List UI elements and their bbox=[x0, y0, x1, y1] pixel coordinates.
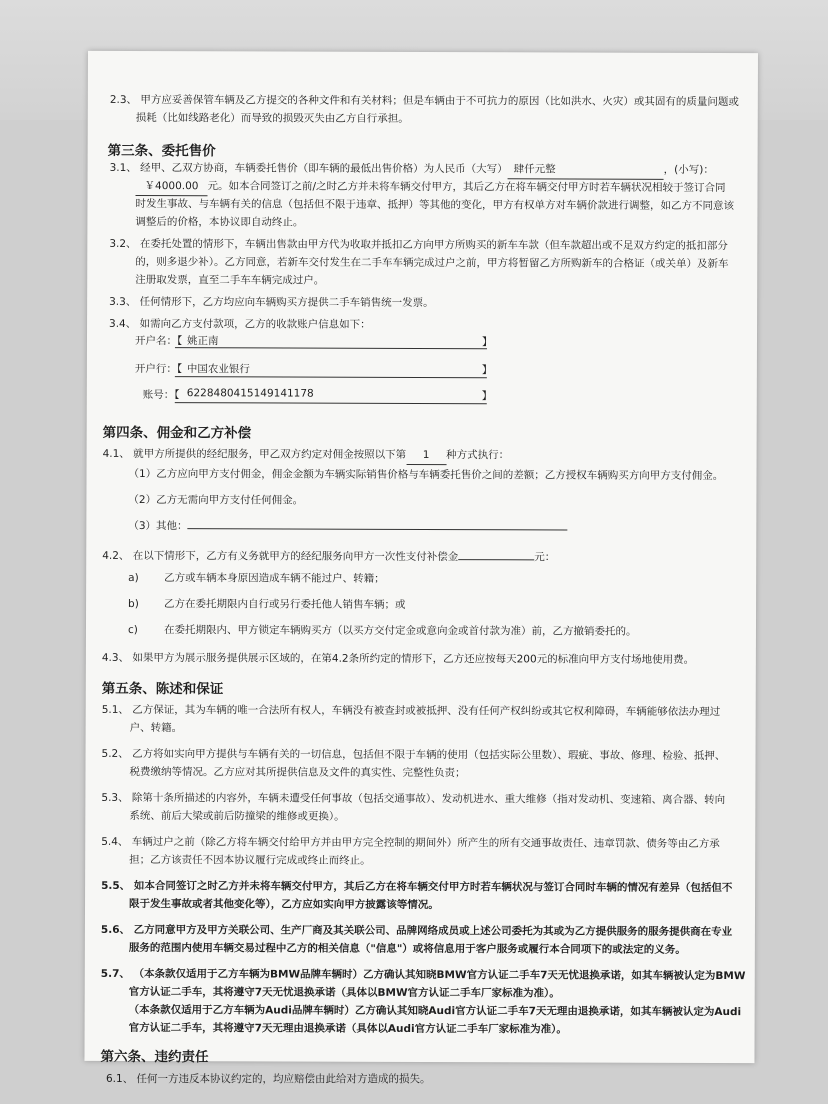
commission-option-field: 1 bbox=[406, 446, 446, 465]
account-number-label: 账号：【 bbox=[142, 389, 180, 402]
clause-3-1-line4: 调整后的价格，本协议即自动终止。 bbox=[135, 215, 304, 229]
clause-5-5-line1: 5.5、 如本合同签订之时乙方并未将车辆交付甲方，其后乙方在将车辆交付甲方时若车辆状况与签订合同时车辆的情况有差异（包括但不 bbox=[101, 879, 733, 895]
clause-5-2-line1: 5.2、 乙方将如实向甲方提供与车辆有关的一切信息，包括但不限于车辆的使用（包括实际公里数）、瑕疵、事故、修理、检验、抵押、 bbox=[101, 747, 726, 763]
clause-3-1-line3: 时发生事故、与车辆有关的信息（包括但不限于违章、抵押）等其他的变化，甲方有权单方对车辆价款进行调整，如乙方不同意该 bbox=[135, 197, 734, 213]
clause-3-2-line2: 的，则多退少补）。乙方同意，若新车交付发生在二手车车辆完成过户之前，甲方将暂留乙方所购新车的合格证（或关单）及新车 bbox=[135, 255, 729, 271]
bank-label: 开户行：【 bbox=[134, 362, 183, 376]
clause-5-7-line4: 官方认证二手车，其将遵守7天无理由退换承诺（具体以Audi官方认证二手车厂家标准为准）。 bbox=[128, 1021, 567, 1036]
account-number-line bbox=[175, 402, 487, 404]
account-number-value: 6228480415149141178 bbox=[186, 387, 314, 400]
bracket-close: 】 bbox=[481, 364, 493, 377]
compensation-blank bbox=[458, 559, 534, 560]
clause-5-1-line2: 户、转籍。 bbox=[129, 721, 183, 735]
bank-value: 中国农业银行 bbox=[186, 363, 250, 376]
clause-5-1-line1: 5.1、 乙方保证，其为车辆的唯一合法所有权人，车辆没有被查封或被抵押、没有任何产权纠纷或其它权利障碍，车辆能够依法办理过 bbox=[101, 703, 721, 719]
clause-2-3-line2: 损耗（比如线路老化）而导致的损毁灭失由乙方自行承担。 bbox=[135, 111, 409, 125]
clause-4-1: 4.1、 就甲方所提供的经纪服务，甲乙双方约定对佣金按照以下第 1 种方式执行： bbox=[103, 445, 510, 465]
clause-6-1: 6.1、 任何一方违反本协议约定的，均应赔偿由此给对方造成的损失。 bbox=[106, 1073, 431, 1085]
case-b-letter: b) bbox=[128, 597, 139, 611]
case-c: 在委托期限内、甲方锁定车辆购买方（以买方交付定金或意向金或首付款为准）前，乙方撤销委托的。 bbox=[163, 624, 637, 638]
clause-5-7-line2: 官方认证二手车，其将遵守7天无忧退换承诺（具体以BMW官方认证二手车厂家标准为准）。 bbox=[128, 985, 560, 1000]
account-name-value: 姚正南 bbox=[186, 335, 219, 348]
section-6-heading: 第六条、违约责任 bbox=[100, 1048, 209, 1066]
clause-3-1-line1: 3.1、 经甲、乙双方协商，车辆委托售价（即车辆的最低出售价格）为人民币（大写） 肆仟元整 ，(小写)： bbox=[110, 159, 714, 180]
section-3-heading: 第三条、委托售价 bbox=[107, 142, 216, 160]
case-b: 乙方在委托期限内自行或另行委托他人销售车辆；或 bbox=[164, 598, 406, 611]
commission-option-3: （3）其他： bbox=[128, 517, 567, 537]
clause-5-3-line2: 系统、前后大梁或前后防撞梁的维修或更换）。 bbox=[129, 809, 345, 823]
bank-line bbox=[175, 376, 487, 378]
document-page bbox=[84, 51, 758, 1066]
section-5-heading: 第五条、陈述和保证 bbox=[101, 680, 224, 698]
clause-5-2-line2: 税费缴纳等情况。乙方应对其所提供信息及文件的真实性、完整性负责； bbox=[129, 765, 466, 780]
clause-5-7-line3: （本条款仅适用于乙方车辆为Audi品牌车辆时）乙方确认其知晓Audi官方认证二手车7天无理由退换承诺，如其车辆被认定为Audi bbox=[128, 1003, 742, 1019]
case-a: 乙方或车辆本身原因造成车辆不能过户、转籍； bbox=[164, 572, 385, 585]
clause-5-4-line2: 担；乙方该责任不因本协议履行完成或终止而终止。 bbox=[129, 853, 371, 867]
commission-option-1: （1）乙方应向甲方支付佣金，佣金金额为车辆实际销售价格与车辆委托售价之间的差额；乙方授权车辆购买方向甲方支付佣金。 bbox=[128, 467, 724, 483]
bracket-close: 】 bbox=[481, 390, 493, 403]
clause-3-2-line1: 3.2、 在委托处置的情形下，车辆出售款由甲方代为收取并抵扣乙方向甲方所购买的新车车款（但车款超出或不足双方约定的抵扣部分 bbox=[109, 237, 728, 253]
commission-option-2: （2）乙方无需向甲方支付任何佣金。 bbox=[128, 493, 304, 507]
clause-5-7-line1: 5.7、 （本条款仅适用于乙方车辆为BMW品牌车辆时）乙方确认其知晓BMW官方认证二手车7天无忧退换承诺，如其车辆被认定为BMW bbox=[100, 967, 746, 983]
bracket-close: 】 bbox=[481, 336, 493, 349]
other-option-blank bbox=[188, 528, 568, 530]
clause-4-3: 4.3、 如果甲方为展示服务提供展示区域的，在第4.2条所约定的情形下，乙方还应按每天200元的标准向甲方支付场地使用费。 bbox=[101, 651, 695, 666]
clause-3-2-line3: 注册取发票，直至二手车车辆完成过户。 bbox=[135, 273, 325, 287]
price-number-field: ￥4000.00 bbox=[135, 177, 207, 196]
clause-3-4: 3.4、 如需向乙方支付款项，乙方的收款账户信息如下： bbox=[109, 317, 371, 331]
clause-5-3-line1: 5.3、 除第十条所描述的内容外，车辆未遭受任何事故（包括交通事故）、发动机进水、重大维修（指对发动机、变速箱、离合器、转向 bbox=[101, 791, 726, 807]
price-words-field: 肆仟元整 bbox=[508, 160, 664, 180]
case-a-letter: a) bbox=[128, 571, 139, 585]
clause-4-2: 4.2、 在以下情形下，乙方有义务就甲方的经纪服务向甲方一次性支付补偿金 元： bbox=[102, 549, 556, 564]
clause-3-1-line2: ￥4000.00 元。如本合同签订之前/之时乙方并未将车辆交付甲方，其后乙方在将车辆交付甲方时若车辆状况相较于签订合同 bbox=[135, 177, 725, 198]
clause-5-6-line2: 服务的范围内使用车辆交易过程中乙方的相关信息（"信息"）或将信息用于客户服务或履行本合同项下的或法定的义务。 bbox=[128, 941, 686, 956]
account-name-label: 开户名：【 bbox=[134, 334, 183, 348]
account-name-line bbox=[175, 347, 487, 349]
clause-5-4-line1: 5.4、 车辆过户之前（除乙方将车辆交付给甲方并由甲方完全控制的期间外）所产生的所有交通事故责任、违章罚款、债务等由乙方承 bbox=[101, 835, 720, 851]
clause-3-3: 3.3、 任何情形下，乙方均应向车辆购买方提供二手车销售统一发票。 bbox=[109, 295, 434, 310]
section-4-heading: 第四条、佣金和乙方补偿 bbox=[102, 424, 252, 442]
case-c-letter: c) bbox=[127, 623, 138, 637]
clause-2-3-line1: 2.3、 甲方应妥善保管车辆及乙方提交的各种文件和有关材料；但是车辆由于不可抗力的原因（比如洪水、火灾）或其固有的质量问题或 bbox=[109, 93, 739, 109]
clause-5-5-line2: 限于发生事故或者其他变化等），乙方应如实向甲方披露该等情况。 bbox=[129, 897, 439, 912]
clause-5-6-line1: 5.6、 乙方同意甲方及甲方关联公司、生产厂商及其关联公司、品牌网络成员或上述公司委托为其或为乙方提供服务的服务提供商在专业 bbox=[100, 923, 733, 939]
